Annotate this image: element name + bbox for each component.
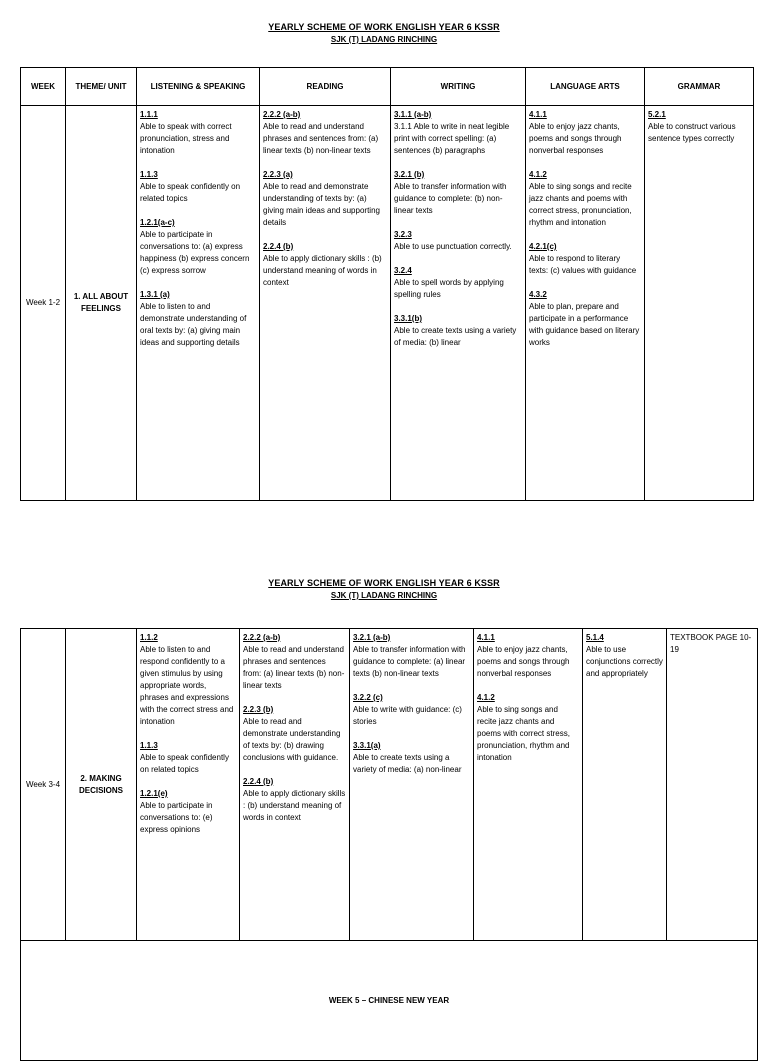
objective-code: 1.1.2: [140, 633, 158, 642]
objective-block: [529, 241, 641, 277]
objective-text: Able to use conjunctions correctly and appropriately: [586, 645, 663, 678]
listening-cell: [137, 106, 260, 501]
objective-code: 3.2.1 (a-b): [353, 633, 391, 642]
objective-text: 3.1.1 Able to write in neat legible print with correct spelling: (a) sentences (b) paragraphs: [394, 122, 510, 155]
objective-text: Able to speak confidently on related topics: [140, 182, 241, 203]
objective-text: Able to apply dictionary skills : (b) understand meaning of words in context: [263, 254, 382, 287]
objective-block: [648, 109, 750, 145]
objective-block: [477, 692, 579, 764]
objective-text: Able to participate in conversations to: (e) express opinions: [140, 801, 213, 834]
objective-block: [243, 704, 346, 764]
objective-block: [263, 241, 387, 289]
holiday-row: [21, 941, 758, 1061]
objective-code: 4.1.2: [529, 170, 547, 179]
objective-code: 4.1.1: [529, 110, 547, 119]
objective-block: [140, 740, 236, 776]
objective-code: 1.2.1(e): [140, 789, 168, 798]
objective-block: [394, 313, 522, 349]
reading-cell: [260, 106, 391, 501]
objective-text: Able to sing songs and recite jazz chants and poems with correct stress, pronunciation, rhythm and intonation: [477, 705, 570, 762]
objective-block: [529, 289, 641, 349]
col-header-language-arts: LANGUAGE ARTS: [526, 68, 645, 106]
objective-block: [140, 109, 256, 157]
col-header-week: WEEK: [21, 68, 66, 106]
objective-text: Able to use punctuation correctly.: [394, 242, 512, 251]
grammar-cell: [645, 106, 754, 501]
language-arts-cell: [526, 106, 645, 501]
objective-text: Able to read and demonstrate understanding of texts by: (b) drawing conclusions with guidance.: [243, 717, 341, 762]
objective-block: [394, 229, 522, 253]
objective-block: [140, 217, 256, 277]
objective-text: Able to participate in conversations to: (a) express happiness (b) express concern (c) express sorrow: [140, 230, 250, 275]
table-row: [21, 629, 758, 941]
objective-text: Able to listen to and respond confidently to a given stimulus by using appropriate words, phrases and expressions with the correct stress and intonation: [140, 645, 234, 726]
writing-cell: [391, 106, 526, 501]
objective-text: Able to read and understand phrases and sentences from: (a) linear texts (b) non-linear texts: [263, 122, 379, 155]
writing-cell: [350, 629, 474, 941]
objective-block: [353, 740, 470, 776]
objective-text: Able to listen to and demonstrate understanding of oral texts by: (a) giving main ideas and supporting details: [140, 302, 247, 347]
school-name: SJK (T) LADANG RINCHING: [330, 35, 438, 44]
theme-cell: 1. ALL ABOUT FEELINGS: [66, 106, 137, 501]
objective-text: Able to enjoy jazz chants, poems and songs through nonverbal responses: [477, 645, 570, 678]
objective-code: 1.1.3: [140, 170, 158, 179]
reading-cell: [240, 629, 350, 941]
objective-block: [529, 109, 641, 157]
scheme-table-1: [20, 67, 754, 501]
objective-code: 4.1.2: [477, 693, 495, 702]
objective-code: 3.2.3: [394, 230, 412, 239]
objective-text: Able to spell words by applying spelling rules: [394, 278, 504, 299]
objective-text: Able to create texts using a variety of media: (b) linear: [394, 326, 517, 347]
objective-code: 2.2.2 (a-b): [263, 110, 301, 119]
objective-code: 1.2.1(a-c): [140, 218, 175, 227]
objective-text: Able to transfer information with guidance to complete: (b) non-linear texts: [394, 182, 507, 215]
objective-block: [477, 632, 579, 680]
textbook-cell: TEXTBOOK PAGE 10- 19: [667, 629, 758, 941]
objective-block: [394, 169, 522, 217]
objective-code: 4.2.1(c): [529, 242, 557, 251]
objective-code: 3.3.1(a): [353, 741, 381, 750]
objective-block: [140, 632, 236, 728]
objective-text: Able to construct various sentence types correctly: [648, 122, 736, 143]
objective-text: Able to apply dictionary skills : (b) understand meaning of words in context: [243, 789, 346, 822]
doc-header-1: [0, 22, 768, 44]
objective-code: 4.1.1: [477, 633, 495, 642]
listening-cell: [137, 629, 240, 941]
objective-block: [140, 289, 256, 349]
col-header-listening: LISTENING & SPEAKING: [137, 68, 260, 106]
objective-code: 1.3.1 (a): [140, 290, 170, 299]
col-header-writing: WRITING: [391, 68, 526, 106]
theme-cell: 2. MAKING DECISIONS: [66, 629, 137, 941]
objective-text: Able to sing songs and recite jazz chants and poems with correct stress, pronunciation, rhythm and intonation: [529, 182, 632, 227]
objective-code: 3.3.1(b): [394, 314, 423, 323]
objective-block: [243, 632, 346, 692]
objective-code: 2.2.4 (b): [263, 242, 294, 251]
objective-code: 5.1.4: [586, 633, 604, 642]
grammar-cell: [583, 629, 667, 941]
table-row: [21, 106, 754, 501]
objective-code: 1.1.1: [140, 110, 158, 119]
objective-block: [353, 632, 470, 680]
week-cell: Week 3-4: [21, 629, 66, 941]
objective-block: [263, 109, 387, 157]
objective-text: Able to speak confidently on related topics: [140, 753, 229, 774]
doc-header-2: [0, 578, 768, 600]
objective-code: 2.2.3 (a): [263, 170, 293, 179]
objective-block: [353, 692, 470, 728]
language-arts-cell: [474, 629, 583, 941]
objective-code: 2.2.3 (b): [243, 705, 274, 714]
objective-block: [529, 169, 641, 229]
objective-block: [140, 788, 236, 836]
objective-text: Able to enjoy jazz chants, poems and songs through nonverbal responses: [529, 122, 622, 155]
col-header-grammar: GRAMMAR: [645, 68, 754, 106]
objective-text: Able to write with guidance: (c) stories: [353, 705, 462, 726]
objective-text: Able to plan, prepare and participate in a performance with guidance based on literary works: [529, 302, 640, 347]
objective-text: Able to create texts using a variety of media: (a) non-linear: [353, 753, 462, 774]
objective-text: Able to transfer information with guidance to complete: (a) linear texts (b) non-linear texts: [353, 645, 466, 678]
objective-code: 3.1.1 (a-b): [394, 110, 432, 119]
school-name-2: SJK (T) LADANG RINCHING: [330, 591, 438, 600]
objective-code: 3.2.1 (b): [394, 170, 425, 179]
week5-holiday: WEEK 5 – CHINESE NEW YEAR: [21, 941, 758, 1061]
objective-code: 4.3.2: [529, 290, 547, 299]
objective-text: Able to read and demonstrate understanding of texts by: (a) giving main ideas and supporting details: [263, 182, 380, 227]
col-header-theme: THEME/ UNIT: [66, 68, 137, 106]
week-cell: Week 1-2: [21, 106, 66, 501]
objective-block: [586, 632, 663, 680]
objective-text: Able to respond to literary texts: (c) values with guidance: [529, 254, 637, 275]
objective-text: Able to speak with correct pronunciation, stress and intonation: [140, 122, 232, 155]
objective-code: 3.2.4: [394, 266, 412, 275]
doc-title: YEARLY SCHEME OF WORK ENGLISH YEAR 6 KSSR: [268, 22, 500, 32]
objective-block: [263, 169, 387, 229]
header-row: [21, 68, 754, 106]
objective-code: 2.2.2 (a-b): [243, 633, 281, 642]
doc-title-2: YEARLY SCHEME OF WORK ENGLISH YEAR 6 KSSR: [268, 578, 500, 588]
col-header-reading: READING: [260, 68, 391, 106]
objective-code: 3.2.2 (c): [353, 693, 383, 702]
scheme-table-2: [20, 628, 758, 1061]
objective-block: [394, 265, 522, 301]
objective-block: [394, 109, 522, 157]
objective-block: [243, 776, 346, 824]
objective-code: 5.2.1: [648, 110, 666, 119]
objective-text: Able to read and understand phrases and sentences from: (a) linear texts (b) non-linear texts: [243, 645, 345, 690]
objective-code: 1.1.3: [140, 741, 158, 750]
objective-block: [140, 169, 256, 205]
objective-code: 2.2.4 (b): [243, 777, 274, 786]
